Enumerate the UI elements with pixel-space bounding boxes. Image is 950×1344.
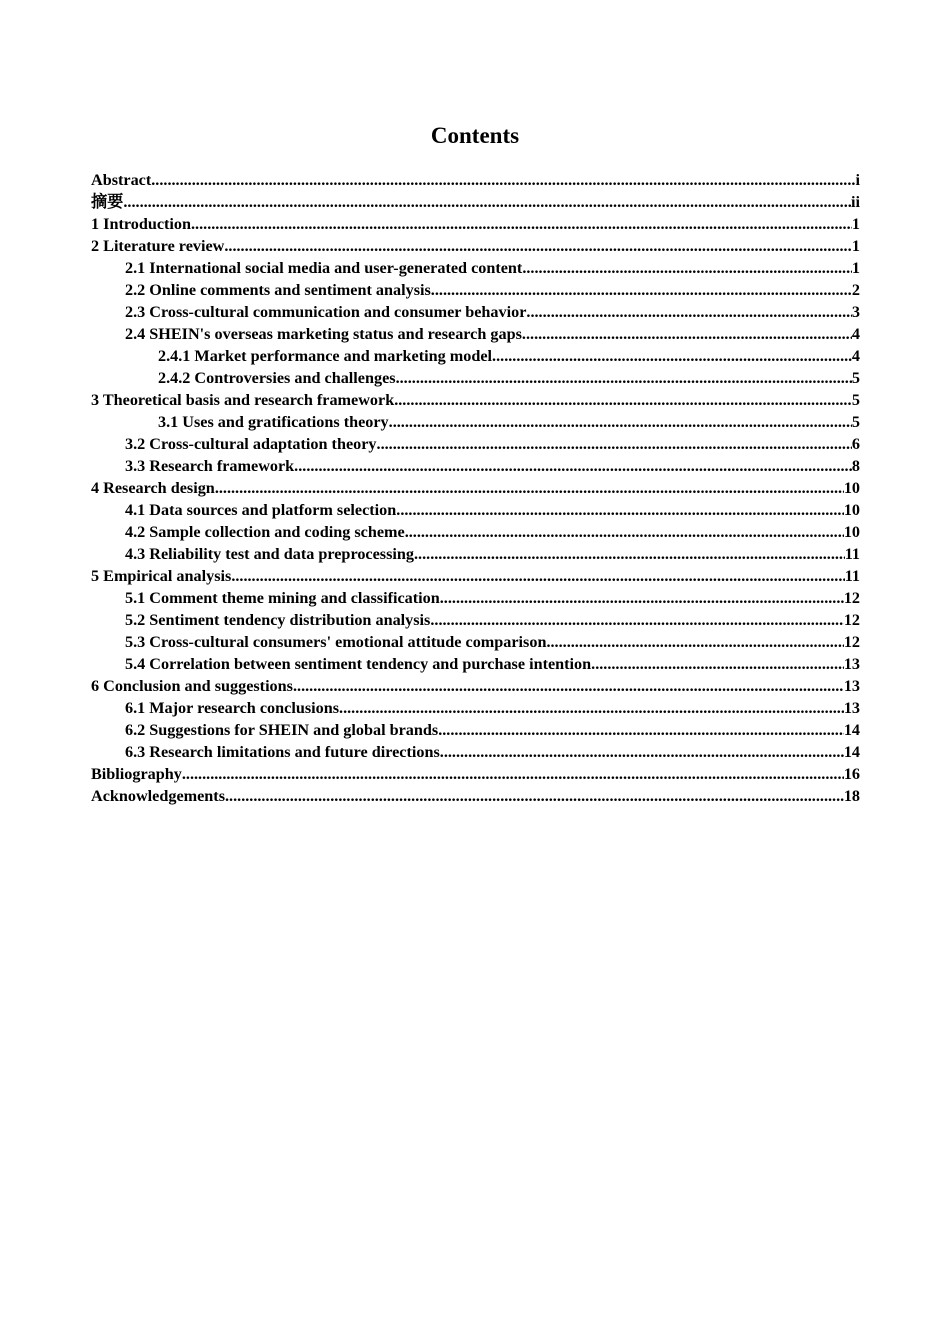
toc-dot-leader xyxy=(405,521,844,543)
toc-entry[interactable] xyxy=(91,301,860,323)
toc-entry-label: 5.2 Sentiment tendency distribution analysis xyxy=(125,611,431,629)
contents-title: Contents xyxy=(430,123,520,148)
toc-entry[interactable] xyxy=(91,653,860,675)
toc-entry[interactable] xyxy=(91,257,860,279)
toc-entry-page-number: 5 xyxy=(851,413,860,431)
toc-entry-page-number: 5 xyxy=(851,369,860,387)
toc-entry-label: 3.1 Uses and gratifications theory xyxy=(158,413,389,431)
toc-entry[interactable] xyxy=(91,279,860,301)
toc-entry-label: 4.3 Reliability test and data preprocessing xyxy=(125,545,414,563)
toc-entry-page-number: ii xyxy=(851,193,860,211)
toc-entry[interactable] xyxy=(91,235,860,257)
toc-entry-page-number: 8 xyxy=(851,457,860,475)
toc-entry-page-number: 13 xyxy=(843,677,860,695)
toc-entry-label: 6.1 Major research conclusions xyxy=(125,699,340,717)
toc-dot-leader xyxy=(440,587,844,609)
toc-entry-page-number: 5 xyxy=(851,391,860,409)
toc-dot-leader xyxy=(224,235,852,257)
toc-dot-leader xyxy=(396,367,852,389)
toc-entry-page-number: 12 xyxy=(843,589,860,607)
toc-entry-label: 摘要 xyxy=(91,193,124,211)
toc-entry[interactable] xyxy=(91,191,860,213)
toc-dot-leader xyxy=(522,257,852,279)
toc-entry[interactable] xyxy=(91,411,860,433)
toc-entry[interactable] xyxy=(91,169,860,191)
toc-entry-label: 5.4 Correlation between sentiment tendency and purchase intention xyxy=(125,655,592,673)
toc-entry-page-number: 12 xyxy=(843,633,860,651)
toc-entry-page-number: i xyxy=(855,171,860,189)
toc-entry[interactable] xyxy=(91,587,860,609)
toc-entry-page-number: 6 xyxy=(851,435,860,453)
toc-dot-leader xyxy=(431,279,852,301)
toc-entry[interactable] xyxy=(91,389,860,411)
toc-entry[interactable] xyxy=(91,565,860,587)
toc-entry-page-number: 11 xyxy=(844,545,860,563)
toc-entry-label: 2.4 SHEIN's overseas marketing status and research gaps xyxy=(125,325,522,343)
toc-entry-label: 5 Empirical analysis xyxy=(91,567,232,585)
toc-dot-leader xyxy=(522,323,852,345)
toc-dot-leader xyxy=(215,477,844,499)
toc-entry-label: 3.3 Research framework xyxy=(125,457,295,475)
toc-entry-label: 6 Conclusion and suggestions xyxy=(91,677,293,695)
toc-entry[interactable] xyxy=(91,455,860,477)
toc-dot-leader xyxy=(430,609,843,631)
toc-entry-page-number: 14 xyxy=(843,743,860,761)
toc-entry[interactable] xyxy=(91,345,860,367)
toc-dot-leader xyxy=(225,785,844,807)
toc-entry-page-number: 13 xyxy=(843,699,860,717)
toc-entry[interactable] xyxy=(91,719,860,741)
toc-dot-leader xyxy=(591,653,844,675)
toc-dot-leader xyxy=(389,411,852,433)
toc-entry[interactable] xyxy=(91,609,860,631)
toc-dot-leader xyxy=(546,631,843,653)
toc-entry-label: 2 Literature review xyxy=(91,237,225,255)
toc-entry-label: 5.3 Cross-cultural consumers' emotional attitude comparison xyxy=(125,633,547,651)
toc-entry[interactable] xyxy=(91,785,860,807)
toc-entry[interactable] xyxy=(91,543,860,565)
toc-entry[interactable] xyxy=(91,367,860,389)
toc-dot-leader xyxy=(492,345,852,367)
toc-entry-label: 4 Research design xyxy=(91,479,215,497)
table-of-contents xyxy=(91,169,860,807)
toc-entry-label: 3 Theoretical basis and research framework xyxy=(91,391,395,409)
toc-dot-leader xyxy=(123,191,851,213)
toc-entry[interactable] xyxy=(91,477,860,499)
toc-entry-label: 4.2 Sample collection and coding scheme xyxy=(125,523,405,541)
toc-entry-page-number: 4 xyxy=(851,325,860,343)
toc-entry-page-number: 10 xyxy=(843,501,860,519)
toc-entry-label: 1 Introduction xyxy=(91,215,191,233)
toc-entry[interactable] xyxy=(91,499,860,521)
toc-entry-page-number: 14 xyxy=(843,721,860,739)
toc-entry-label: Bibliography xyxy=(91,765,182,783)
toc-dot-leader xyxy=(414,543,845,565)
toc-entry-label: 6.3 Research limitations and future directions xyxy=(125,743,440,761)
toc-entry-label: 2.4.2 Controversies and challenges xyxy=(158,369,396,387)
toc-dot-leader xyxy=(440,741,844,763)
toc-entry[interactable] xyxy=(91,323,860,345)
toc-dot-leader xyxy=(438,719,844,741)
toc-entry-label: 5.1 Comment theme mining and classification xyxy=(125,589,440,607)
toc-dot-leader xyxy=(182,763,844,785)
toc-entry-page-number: 12 xyxy=(843,611,860,629)
toc-entry-page-number: 4 xyxy=(851,347,860,365)
toc-dot-leader xyxy=(339,697,844,719)
toc-entry-label: Abstract xyxy=(91,171,152,189)
toc-entry-label: 2.1 International social media and user-generated content xyxy=(125,259,523,277)
toc-entry-label: 6.2 Suggestions for SHEIN and global brands xyxy=(125,721,439,739)
toc-entry[interactable] xyxy=(91,697,860,719)
toc-entry-page-number: 1 xyxy=(851,259,860,277)
toc-dot-leader xyxy=(191,213,852,235)
toc-entry-label: 4.1 Data sources and platform selection xyxy=(125,501,397,519)
toc-entry[interactable] xyxy=(91,741,860,763)
toc-entry-page-number: 1 xyxy=(851,237,860,255)
toc-entry-label: Acknowledgements xyxy=(91,787,225,805)
toc-entry-label: 2.3 Cross-cultural communication and consumer behavior xyxy=(125,303,527,321)
toc-entry[interactable] xyxy=(91,433,860,455)
toc-entry[interactable] xyxy=(91,521,860,543)
toc-dot-leader xyxy=(396,499,844,521)
toc-entry-page-number: 18 xyxy=(843,787,860,805)
toc-entry-label: 2.2 Online comments and sentiment analysis xyxy=(125,281,431,299)
toc-entry[interactable] xyxy=(91,213,860,235)
toc-dot-leader xyxy=(394,389,852,411)
toc-entry-page-number: 3 xyxy=(851,303,860,321)
toc-entry-page-number: 1 xyxy=(851,215,860,233)
toc-entry-page-number: 10 xyxy=(843,523,860,541)
toc-dot-leader xyxy=(151,169,855,191)
toc-entry-label: 2.4.1 Market performance and marketing model xyxy=(158,347,493,365)
toc-entry[interactable] xyxy=(91,763,860,785)
toc-entry-page-number: 11 xyxy=(844,567,860,585)
toc-entry[interactable] xyxy=(91,675,860,697)
toc-dot-leader xyxy=(377,433,852,455)
toc-dot-leader xyxy=(526,301,852,323)
toc-entry-label: 3.2 Cross-cultural adaptation theory xyxy=(125,435,377,453)
toc-dot-leader xyxy=(231,565,844,587)
toc-dot-leader xyxy=(293,675,844,697)
toc-entry-page-number: 2 xyxy=(851,281,860,299)
toc-entry-page-number: 10 xyxy=(843,479,860,497)
toc-entry-page-number: 16 xyxy=(843,765,860,783)
toc-entry[interactable] xyxy=(91,631,860,653)
toc-entry-page-number: 13 xyxy=(843,655,860,673)
toc-dot-leader xyxy=(294,455,852,477)
